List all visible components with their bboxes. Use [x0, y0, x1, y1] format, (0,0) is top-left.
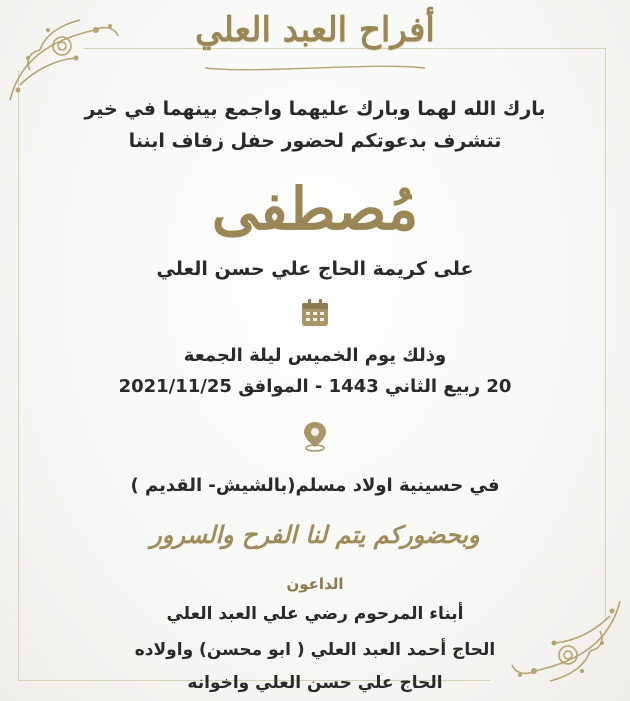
venue-line: في حسينية اولاد مسلم(بالشيش- القديم ): [130, 475, 500, 496]
hosts-label: الداعون: [286, 575, 344, 593]
location-pin-icon: [302, 420, 328, 452]
host-line: أبناء المرحوم رضي علي العبد العلي: [166, 604, 464, 624]
day-line: وذلك يوم الخميس ليلة الجمعة: [183, 345, 447, 366]
host-line: الحاج أحمد العبد العلي ( ابو محسن) واولاده: [134, 640, 496, 660]
blessing-line: بارك الله لهما وبارك عليهما واجمع بينهما في خير: [84, 98, 546, 120]
title-flourish: [200, 62, 430, 74]
groom-name: مُصطفى: [211, 175, 419, 243]
invite-line: تتشرف بدعوتكم لحضور حفل زفاف ابننا: [128, 130, 502, 152]
calendar-icon: [300, 298, 330, 328]
bride-line: على كريمة الحاج علي حسن العلي: [156, 258, 474, 280]
date-line: 20 ربيع الثاني 1443 - الموافق 2021/11/25: [118, 376, 512, 397]
calligraphy-greeting: وبحضوركم يتم لنا الفرح والسرور: [150, 520, 480, 549]
family-title: أفراح العبد العلي: [195, 10, 435, 50]
host-line: الحاج علي حسن العلي واخوانه: [187, 673, 443, 693]
